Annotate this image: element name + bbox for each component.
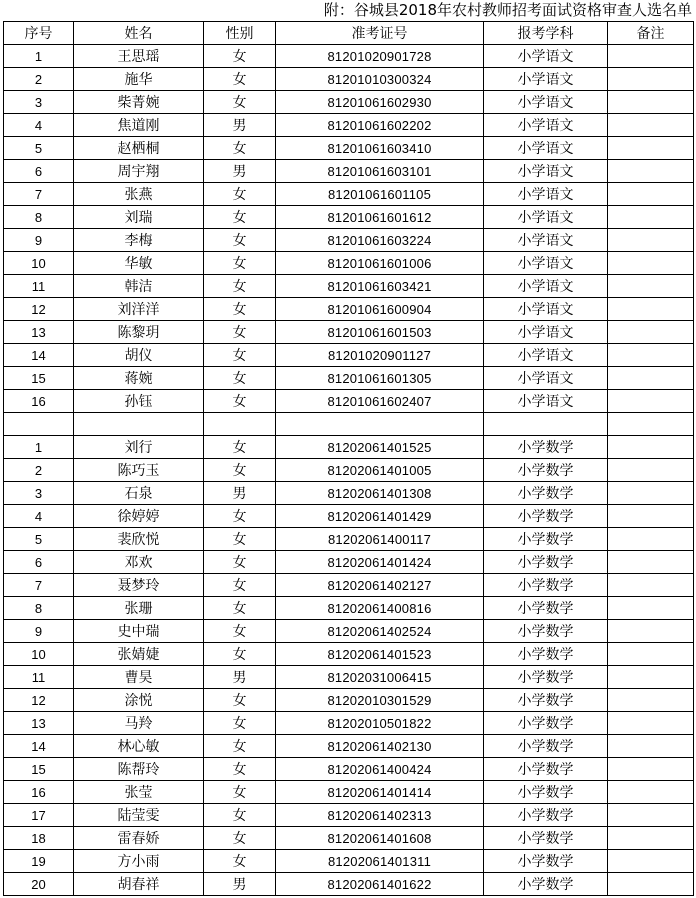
cell-gender: 女: [204, 735, 276, 758]
cell-no: 16: [4, 781, 74, 804]
cell-exam-id: 81201010300324: [276, 68, 484, 91]
cell-gender: 女: [204, 183, 276, 206]
cell-subject: 小学语文: [484, 367, 608, 390]
cell-subject: 小学数学: [484, 643, 608, 666]
cell-no: 11: [4, 666, 74, 689]
cell-gender: 男: [204, 114, 276, 137]
cell-no: 3: [4, 91, 74, 114]
cell-exam-id: 81202061400424: [276, 758, 484, 781]
cell-subject: 小学数学: [484, 505, 608, 528]
cell-name: 王思瑶: [74, 45, 204, 68]
cell-exam-id: 81202061401414: [276, 781, 484, 804]
cell-no: 1: [4, 436, 74, 459]
cell-exam-id: 81202061401424: [276, 551, 484, 574]
cell-name: 胡仪: [74, 344, 204, 367]
cell-name: 张婧婕: [74, 643, 204, 666]
cell-subject: 小学数学: [484, 482, 608, 505]
cell-name: 柴菁婉: [74, 91, 204, 114]
cell-note: [608, 850, 694, 873]
cell-no: 3: [4, 482, 74, 505]
table-header: [4, 22, 694, 45]
cell-gender: 女: [204, 390, 276, 413]
table-row: [4, 827, 694, 850]
cell-exam-id: 81201061601612: [276, 206, 484, 229]
cell-subject: 小学语文: [484, 68, 608, 91]
cell-name: 韩洁: [74, 275, 204, 298]
table-row: [4, 620, 694, 643]
cell-subject: 小学语文: [484, 160, 608, 183]
cell-no: 10: [4, 643, 74, 666]
table-row: [4, 114, 694, 137]
cell-note: [608, 390, 694, 413]
table-row: [4, 91, 694, 114]
cell-subject: 小学数学: [484, 758, 608, 781]
cell-gender: 女: [204, 298, 276, 321]
cell-name: 徐婷婷: [74, 505, 204, 528]
cell-no: 7: [4, 183, 74, 206]
cell-name: 焦道刚: [74, 114, 204, 137]
cell-note: [608, 620, 694, 643]
cell-subject: 小学数学: [484, 850, 608, 873]
table-row: [4, 344, 694, 367]
empty-cell: [484, 413, 608, 436]
cell-note: [608, 666, 694, 689]
cell-no: 19: [4, 850, 74, 873]
table-row: [4, 666, 694, 689]
cell-exam-id: 81202010501822: [276, 712, 484, 735]
cell-name: 施华: [74, 68, 204, 91]
cell-note: [608, 298, 694, 321]
table-row: [4, 390, 694, 413]
cell-gender: 女: [204, 91, 276, 114]
cell-name: 涂悦: [74, 689, 204, 712]
cell-subject: 小学数学: [484, 873, 608, 896]
cell-subject: 小学数学: [484, 689, 608, 712]
cell-note: [608, 758, 694, 781]
table-row: [4, 321, 694, 344]
cell-note: [608, 689, 694, 712]
cell-name: 周宇翔: [74, 160, 204, 183]
cell-subject: 小学语文: [484, 114, 608, 137]
cell-name: 陈帮玲: [74, 758, 204, 781]
header-name: 姓名: [74, 22, 204, 45]
cell-name: 聂梦玲: [74, 574, 204, 597]
header-gender: 性别: [204, 22, 276, 45]
cell-name: 刘瑞: [74, 206, 204, 229]
cell-exam-id: 81201061602202: [276, 114, 484, 137]
cell-gender: 女: [204, 344, 276, 367]
table-row: [4, 183, 694, 206]
cell-note: [608, 206, 694, 229]
cell-gender: 女: [204, 804, 276, 827]
cell-subject: 小学语文: [484, 298, 608, 321]
cell-subject: 小学语文: [484, 252, 608, 275]
header-no: 序号: [4, 22, 74, 45]
cell-gender: 女: [204, 252, 276, 275]
cell-no: 16: [4, 390, 74, 413]
cell-exam-id: 81201061602407: [276, 390, 484, 413]
cell-gender: 女: [204, 528, 276, 551]
cell-subject: 小学数学: [484, 712, 608, 735]
cell-exam-id: 81201061600904: [276, 298, 484, 321]
cell-exam-id: 81201061601503: [276, 321, 484, 344]
cell-gender: 女: [204, 850, 276, 873]
cell-exam-id: 81201061603224: [276, 229, 484, 252]
table-row: [4, 229, 694, 252]
cell-subject: 小学数学: [484, 827, 608, 850]
cell-no: 2: [4, 459, 74, 482]
cell-note: [608, 735, 694, 758]
cell-name: 华敏: [74, 252, 204, 275]
header-exam-id: 准考证号: [276, 22, 484, 45]
cell-gender: 女: [204, 45, 276, 68]
cell-note: [608, 252, 694, 275]
cell-no: 14: [4, 344, 74, 367]
table-row: [4, 597, 694, 620]
cell-subject: 小学语文: [484, 45, 608, 68]
table-row: [4, 735, 694, 758]
cell-exam-id: 81202061401622: [276, 873, 484, 896]
cell-no: 17: [4, 804, 74, 827]
cell-exam-id: 81201061601305: [276, 367, 484, 390]
cell-name: 蒋婉: [74, 367, 204, 390]
cell-subject: 小学数学: [484, 436, 608, 459]
cell-subject: 小学数学: [484, 781, 608, 804]
cell-gender: 女: [204, 68, 276, 91]
cell-exam-id: 81202061401525: [276, 436, 484, 459]
empty-cell: [204, 413, 276, 436]
cell-exam-id: 81201061603410: [276, 137, 484, 160]
cell-exam-id: 81202061402127: [276, 574, 484, 597]
cell-note: [608, 873, 694, 896]
cell-note: [608, 183, 694, 206]
cell-name: 刘洋洋: [74, 298, 204, 321]
table-row: [4, 436, 694, 459]
cell-note: [608, 275, 694, 298]
cell-name: 邓欢: [74, 551, 204, 574]
cell-no: 12: [4, 689, 74, 712]
cell-name: 孙钰: [74, 390, 204, 413]
cell-no: 9: [4, 229, 74, 252]
cell-exam-id: 81202061402313: [276, 804, 484, 827]
cell-name: 陆莹雯: [74, 804, 204, 827]
cell-gender: 女: [204, 597, 276, 620]
cell-gender: 女: [204, 275, 276, 298]
cell-no: 6: [4, 551, 74, 574]
cell-name: 陈黎玥: [74, 321, 204, 344]
cell-no: 5: [4, 528, 74, 551]
cell-subject: 小学数学: [484, 804, 608, 827]
cell-exam-id: 81201061601006: [276, 252, 484, 275]
table-row: [4, 574, 694, 597]
table-row: [4, 206, 694, 229]
cell-note: [608, 436, 694, 459]
cell-gender: 男: [204, 482, 276, 505]
table-row: [4, 758, 694, 781]
cell-note: [608, 551, 694, 574]
cell-subject: 小学数学: [484, 528, 608, 551]
cell-name: 石泉: [74, 482, 204, 505]
cell-no: 20: [4, 873, 74, 896]
cell-name: 陈巧玉: [74, 459, 204, 482]
cell-name: 张莹: [74, 781, 204, 804]
cell-exam-id: 81202061400816: [276, 597, 484, 620]
cell-subject: 小学数学: [484, 597, 608, 620]
cell-note: [608, 781, 694, 804]
cell-subject: 小学数学: [484, 459, 608, 482]
cell-gender: 女: [204, 620, 276, 643]
cell-note: [608, 68, 694, 91]
cell-note: [608, 804, 694, 827]
cell-no: 4: [4, 505, 74, 528]
cell-name: 马羚: [74, 712, 204, 735]
cell-gender: 女: [204, 643, 276, 666]
cell-no: 15: [4, 758, 74, 781]
cell-name: 史中瑞: [74, 620, 204, 643]
cell-exam-id: 81201061603101: [276, 160, 484, 183]
cell-gender: 女: [204, 459, 276, 482]
cell-exam-id: 81201020901127: [276, 344, 484, 367]
cell-note: [608, 459, 694, 482]
table-row: [4, 804, 694, 827]
cell-no: 12: [4, 298, 74, 321]
cell-gender: 女: [204, 758, 276, 781]
cell-subject: 小学数学: [484, 574, 608, 597]
table-row: [4, 689, 694, 712]
table-row: [4, 643, 694, 666]
table-row: [4, 459, 694, 482]
cell-subject: 小学数学: [484, 551, 608, 574]
cell-note: [608, 597, 694, 620]
cell-no: 1: [4, 45, 74, 68]
table-row: [4, 712, 694, 735]
cell-gender: 女: [204, 574, 276, 597]
cell-gender: 男: [204, 873, 276, 896]
cell-exam-id: 81202061401608: [276, 827, 484, 850]
cell-exam-id: 81202031006415: [276, 666, 484, 689]
cell-subject: 小学语文: [484, 137, 608, 160]
cell-no: 8: [4, 597, 74, 620]
cell-exam-id: 81202061402130: [276, 735, 484, 758]
cell-no: 14: [4, 735, 74, 758]
cell-subject: 小学语文: [484, 91, 608, 114]
cell-gender: 男: [204, 160, 276, 183]
table-row: [4, 551, 694, 574]
cell-no: 13: [4, 321, 74, 344]
cell-subject: 小学数学: [484, 735, 608, 758]
table-row: [4, 137, 694, 160]
cell-exam-id: 81201020901728: [276, 45, 484, 68]
cell-note: [608, 160, 694, 183]
cell-gender: 女: [204, 689, 276, 712]
cell-subject: 小学语文: [484, 275, 608, 298]
cell-no: 9: [4, 620, 74, 643]
cell-subject: 小学语文: [484, 344, 608, 367]
cell-exam-id: 81202010301529: [276, 689, 484, 712]
group-separator-row: [4, 413, 694, 436]
table-row: [4, 45, 694, 68]
cell-exam-id: 81202061402524: [276, 620, 484, 643]
cell-no: 11: [4, 275, 74, 298]
cell-gender: 女: [204, 827, 276, 850]
cell-exam-id: 81201061602930: [276, 91, 484, 114]
cell-name: 张燕: [74, 183, 204, 206]
cell-no: 4: [4, 114, 74, 137]
cell-exam-id: 81202061401523: [276, 643, 484, 666]
table-row: [4, 873, 694, 896]
cell-name: 裴欣悦: [74, 528, 204, 551]
cell-note: [608, 229, 694, 252]
cell-exam-id: 81201061601105: [276, 183, 484, 206]
candidate-table: [3, 21, 694, 896]
cell-subject: 小学语文: [484, 390, 608, 413]
cell-subject: 小学语文: [484, 183, 608, 206]
cell-name: 赵栖桐: [74, 137, 204, 160]
table-row: [4, 850, 694, 873]
cell-gender: 男: [204, 666, 276, 689]
cell-note: [608, 574, 694, 597]
cell-gender: 女: [204, 206, 276, 229]
empty-cell: [276, 413, 484, 436]
header-subject: 报考学科: [484, 22, 608, 45]
cell-note: [608, 137, 694, 160]
cell-name: 刘行: [74, 436, 204, 459]
table-row: [4, 68, 694, 91]
cell-note: [608, 505, 694, 528]
cell-note: [608, 643, 694, 666]
header-row: [4, 22, 694, 45]
empty-cell: [608, 413, 694, 436]
cell-gender: 女: [204, 137, 276, 160]
cell-gender: 女: [204, 505, 276, 528]
cell-name: 方小雨: [74, 850, 204, 873]
cell-no: 8: [4, 206, 74, 229]
cell-subject: 小学数学: [484, 620, 608, 643]
cell-no: 10: [4, 252, 74, 275]
cell-note: [608, 528, 694, 551]
table-row: [4, 298, 694, 321]
cell-note: [608, 344, 694, 367]
cell-name: 林心敏: [74, 735, 204, 758]
table-row: [4, 252, 694, 275]
cell-gender: 女: [204, 551, 276, 574]
cell-name: 曹昊: [74, 666, 204, 689]
table-row: [4, 275, 694, 298]
table-row: [4, 367, 694, 390]
cell-exam-id: 81202061401308: [276, 482, 484, 505]
cell-subject: 小学语文: [484, 206, 608, 229]
cell-gender: 女: [204, 229, 276, 252]
cell-name: 李梅: [74, 229, 204, 252]
cell-no: 6: [4, 160, 74, 183]
cell-no: 13: [4, 712, 74, 735]
cell-name: 张珊: [74, 597, 204, 620]
cell-note: [608, 827, 694, 850]
cell-note: [608, 91, 694, 114]
cell-no: 7: [4, 574, 74, 597]
cell-exam-id: 81202061400117: [276, 528, 484, 551]
header-note: 备注: [608, 22, 694, 45]
cell-name: 胡春祥: [74, 873, 204, 896]
table-row: [4, 482, 694, 505]
cell-no: 2: [4, 68, 74, 91]
cell-exam-id: 81202061401311: [276, 850, 484, 873]
cell-exam-id: 81202061401429: [276, 505, 484, 528]
cell-subject: 小学数学: [484, 666, 608, 689]
cell-no: 15: [4, 367, 74, 390]
cell-gender: 女: [204, 436, 276, 459]
table-row: [4, 505, 694, 528]
cell-note: [608, 114, 694, 137]
empty-cell: [74, 413, 204, 436]
cell-no: 18: [4, 827, 74, 850]
cell-subject: 小学语文: [484, 229, 608, 252]
cell-note: [608, 712, 694, 735]
cell-note: [608, 482, 694, 505]
cell-gender: 女: [204, 781, 276, 804]
cell-note: [608, 321, 694, 344]
cell-note: [608, 367, 694, 390]
cell-exam-id: 81202061401005: [276, 459, 484, 482]
cell-note: [608, 45, 694, 68]
cell-gender: 女: [204, 712, 276, 735]
empty-cell: [4, 413, 74, 436]
cell-gender: 女: [204, 321, 276, 344]
cell-exam-id: 81201061603421: [276, 275, 484, 298]
table-row: [4, 160, 694, 183]
cell-no: 5: [4, 137, 74, 160]
table-body: [4, 45, 694, 896]
cell-name: 雷春娇: [74, 827, 204, 850]
document-caption: 附：谷城县2018年农村教师招考面试资格审查人选名单: [323, 1, 692, 19]
table-row: [4, 781, 694, 804]
table-row: [4, 528, 694, 551]
cell-gender: 女: [204, 367, 276, 390]
cell-subject: 小学语文: [484, 321, 608, 344]
